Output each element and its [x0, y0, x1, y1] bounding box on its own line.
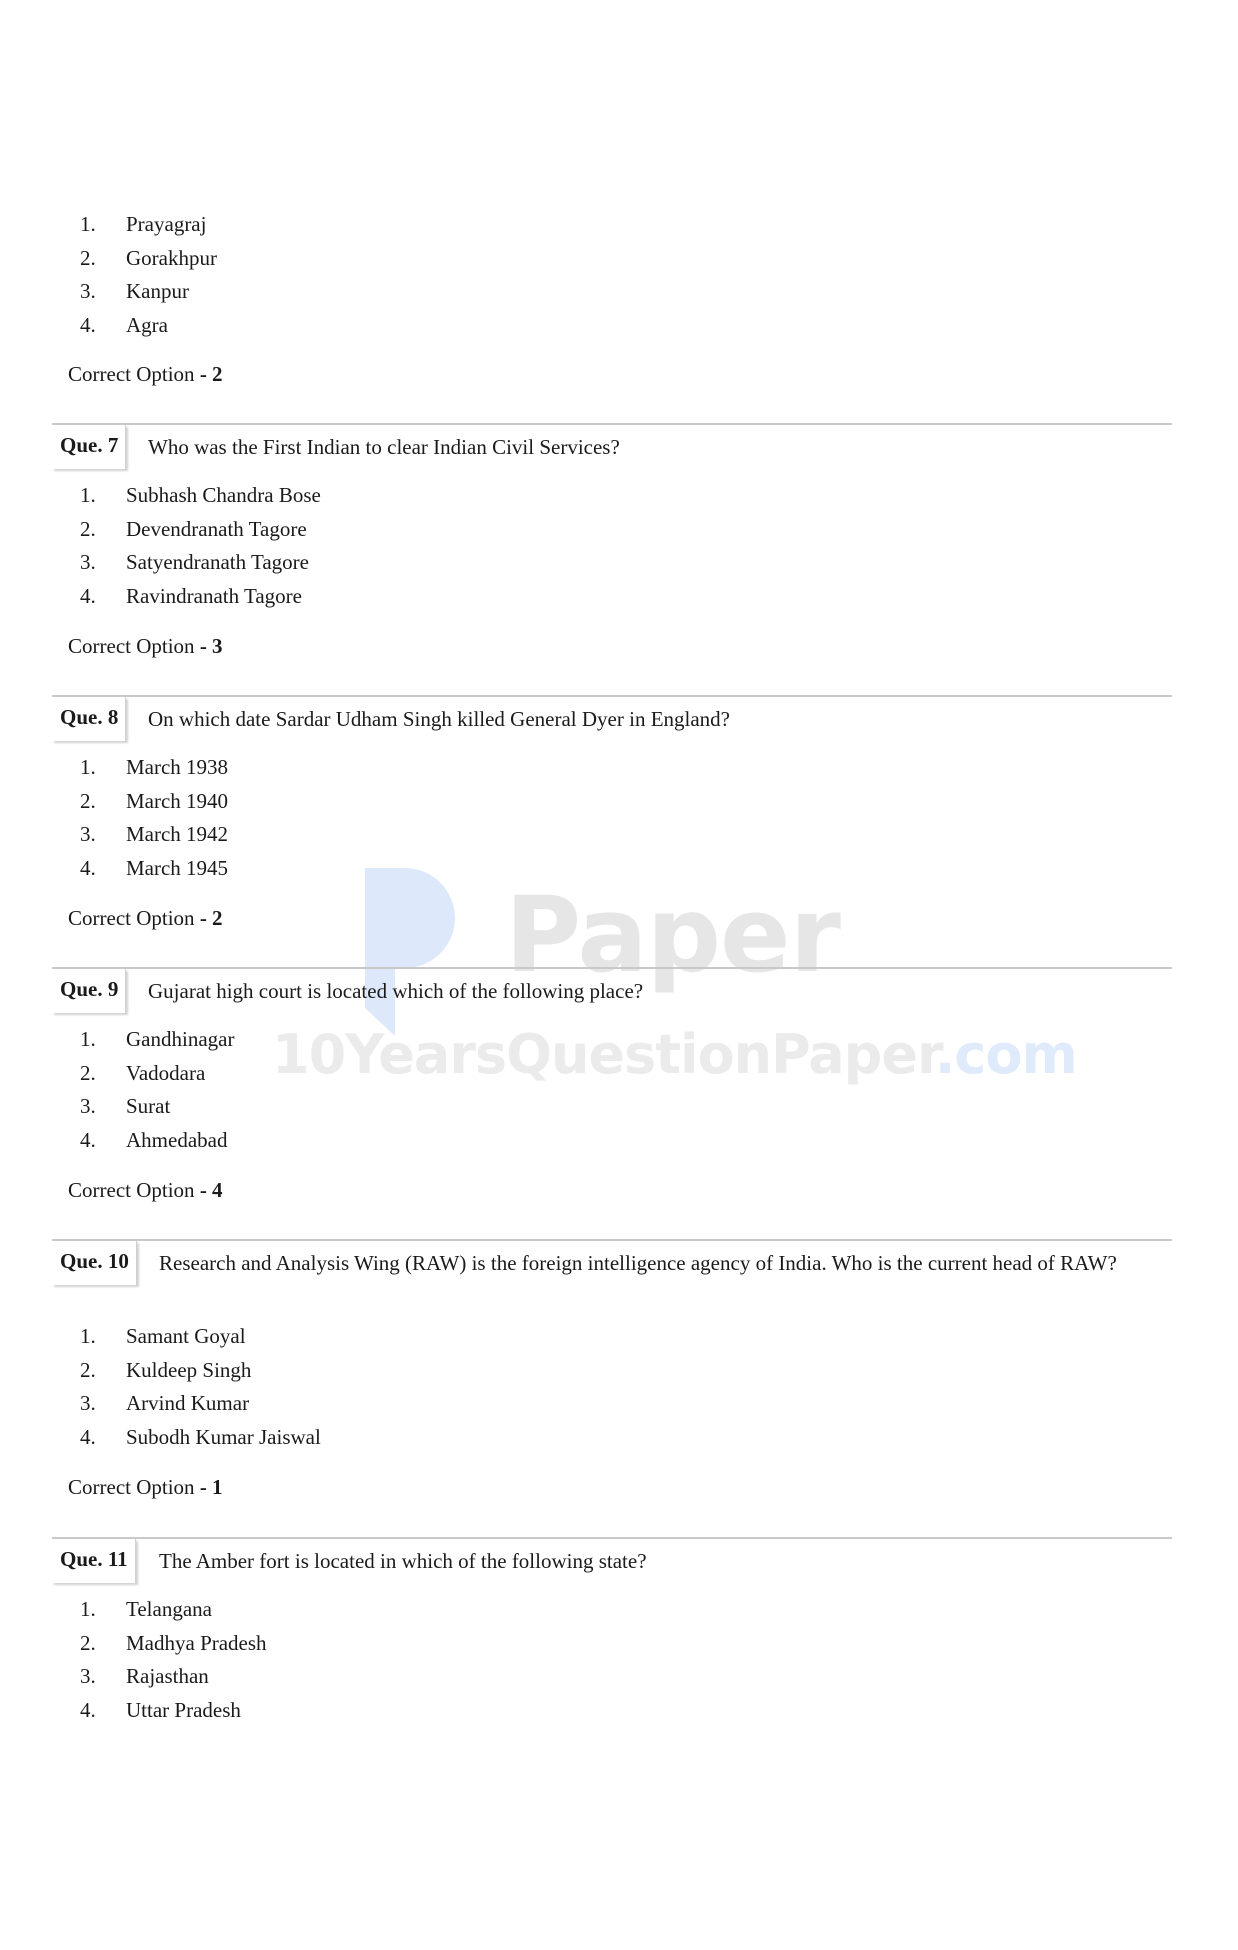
- option-item: [80, 1023, 234, 1057]
- option-item: [80, 1090, 234, 1124]
- question-number: Que. 11: [52, 1539, 136, 1583]
- option-text: Subodh Kumar Jaiswal: [126, 1424, 321, 1449]
- question-block: [52, 967, 1172, 1003]
- option-number: 3.: [80, 1664, 96, 1688]
- option-text: March 1938: [126, 755, 229, 779]
- option-number: 4.: [80, 583, 96, 608]
- q6-options: [80, 208, 217, 342]
- option-item: [80, 1320, 321, 1354]
- option-number: 1.: [80, 1027, 96, 1051]
- correct-option: [68, 1473, 223, 1501]
- option-number: 2.: [80, 1060, 96, 1085]
- option-item: [80, 513, 321, 547]
- option-item: [80, 242, 217, 276]
- correct-option-label: Correct Option: [68, 362, 195, 386]
- correct-option: [68, 904, 223, 932]
- option-text: Kanpur: [126, 279, 189, 303]
- option-text: Ravindranath Tagore: [126, 583, 302, 608]
- question-number: Que. 8: [52, 697, 126, 741]
- option-text: Gorakhpur: [126, 245, 217, 270]
- question-options: [80, 479, 321, 613]
- option-text: Samant Goyal: [126, 1324, 246, 1348]
- option-text: Uttar Pradesh: [126, 1697, 241, 1722]
- watermark-site-main: 10YearsQuestionPaper: [272, 1023, 935, 1086]
- option-item: [80, 1627, 267, 1661]
- correct-option-value: - 3: [199, 634, 223, 658]
- question-number: Que. 9: [52, 969, 126, 1013]
- option-text: Agra: [126, 312, 168, 337]
- question-text: Gujarat high court is located which of the following place?: [148, 979, 644, 1003]
- correct-option-value: - 2: [199, 906, 223, 930]
- question-text: The Amber fort is located in which of the following state?: [159, 1549, 647, 1573]
- option-text: March 1940: [126, 788, 229, 813]
- option-item: [80, 1354, 321, 1388]
- option-text: Arvind Kumar: [126, 1391, 250, 1415]
- question-block: [52, 1537, 1172, 1573]
- option-item: [80, 1387, 321, 1421]
- correct-option: [68, 360, 223, 388]
- question-number: Que. 7: [52, 425, 126, 469]
- watermark-word: Paper: [505, 874, 840, 996]
- option-text: Devendranath Tagore: [126, 516, 307, 541]
- option-number: 1.: [80, 483, 96, 507]
- watermark-site: [272, 1024, 1077, 1086]
- option-number: 4.: [80, 312, 96, 337]
- option-number: 3.: [80, 822, 96, 846]
- option-item: [80, 852, 228, 886]
- question-block: [52, 423, 1172, 459]
- option-text: Subhash Chandra Bose: [126, 483, 321, 507]
- question-block: [52, 1239, 1172, 1275]
- question-options: [80, 1023, 234, 1157]
- option-item: [80, 1660, 267, 1694]
- option-number: 2.: [80, 788, 96, 813]
- question-number: Que. 10: [52, 1241, 137, 1285]
- correct-option: [68, 632, 223, 660]
- option-number: 1.: [80, 212, 96, 236]
- question-options: [80, 751, 228, 885]
- correct-option-value: - 2: [199, 362, 223, 386]
- option-item: [80, 751, 228, 785]
- option-text: Kuldeep Singh: [126, 1357, 252, 1382]
- option-number: 4.: [80, 1127, 96, 1152]
- option-item: [80, 208, 217, 242]
- option-item: [80, 580, 321, 614]
- paper-logo-watermark: [365, 868, 465, 1036]
- option-item: [80, 1057, 234, 1091]
- option-number: 2.: [80, 1357, 96, 1382]
- option-text: Surat: [126, 1094, 171, 1118]
- question-text: On which date Sardar Udham Singh killed General Dyer in England?: [148, 707, 731, 731]
- option-item: [80, 818, 228, 852]
- option-number: 3.: [80, 279, 96, 303]
- option-text: March 1942: [126, 822, 229, 846]
- correct-option-label: Correct Option: [68, 634, 195, 658]
- correct-option: [68, 1176, 223, 1204]
- option-text: Rajasthan: [126, 1664, 209, 1688]
- option-number: 1.: [80, 755, 96, 779]
- option-item: [80, 1421, 321, 1455]
- option-text: Madhya Pradesh: [126, 1630, 267, 1655]
- watermark-site-tld: .com: [934, 1023, 1077, 1086]
- correct-option-value: - 1: [199, 1475, 223, 1499]
- option-text: March 1945: [126, 855, 229, 880]
- option-number: 2.: [80, 516, 96, 541]
- option-number: 1.: [80, 1597, 96, 1621]
- option-text: Vadodara: [126, 1060, 206, 1085]
- question-block: [52, 695, 1172, 731]
- option-text: Gandhinagar: [126, 1027, 235, 1051]
- option-text: Telangana: [126, 1597, 212, 1621]
- option-number: 2.: [80, 1630, 96, 1655]
- correct-option-label: Correct Option: [68, 1475, 195, 1499]
- correct-option-value: - 4: [199, 1178, 223, 1202]
- question-options: [80, 1320, 321, 1454]
- option-number: 3.: [80, 550, 96, 574]
- option-text: Ahmedabad: [126, 1127, 228, 1152]
- option-number: 4.: [80, 1424, 96, 1449]
- option-item: [80, 1124, 234, 1158]
- option-number: 2.: [80, 245, 96, 270]
- option-item: [80, 309, 217, 343]
- option-number: 3.: [80, 1094, 96, 1118]
- question-text: Research and Analysis Wing (RAW) is the foreign intelligence agency of India. Who is the current head of RAW?: [159, 1251, 1117, 1275]
- option-item: [80, 1593, 267, 1627]
- option-item: [80, 1694, 267, 1728]
- correct-option-label: Correct Option: [68, 1178, 195, 1202]
- option-text: Satyendranath Tagore: [126, 550, 309, 574]
- question-text: Who was the First Indian to clear Indian Civil Services?: [148, 435, 620, 459]
- option-number: 4.: [80, 1697, 96, 1722]
- option-number: 3.: [80, 1391, 96, 1415]
- option-item: [80, 275, 217, 309]
- option-item: [80, 785, 228, 819]
- option-text: Prayagraj: [126, 212, 207, 236]
- option-item: [80, 479, 321, 513]
- question-options: [80, 1593, 267, 1727]
- option-item: [80, 546, 321, 580]
- option-number: 1.: [80, 1324, 96, 1348]
- option-number: 4.: [80, 855, 96, 880]
- correct-option-label: Correct Option: [68, 906, 195, 930]
